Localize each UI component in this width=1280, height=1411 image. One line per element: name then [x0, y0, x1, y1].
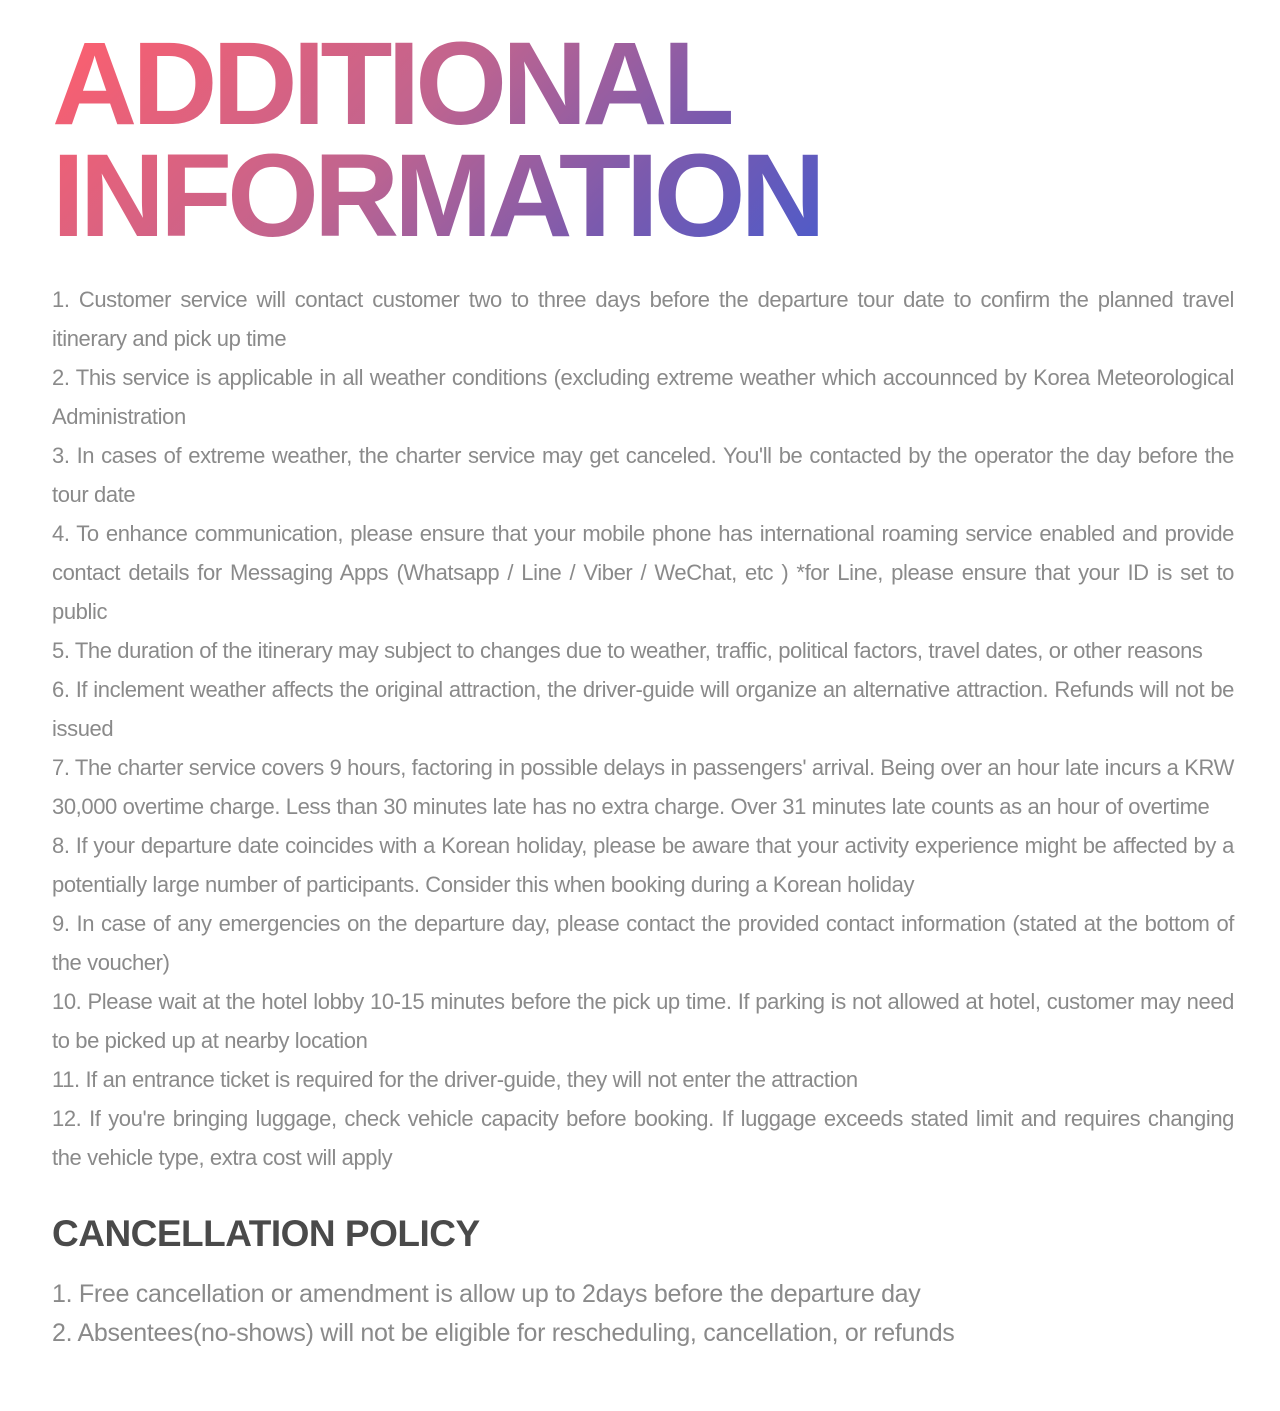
info-item: 11. If an entrance ticket is required for the driver-guide, they will not enter the attraction — [52, 1067, 858, 1092]
info-item: 5. The duration of the itinerary may subject to changes due to weather, traffic, political factors, travel dates, or other reasons — [52, 638, 1203, 663]
policy-item: 2. Absentees(no-shows) will not be eligible for rescheduling, cancellation, or refunds — [52, 1319, 955, 1347]
policy-item: 1. Free cancellation or amendment is allow up to 2days before the departure day — [52, 1280, 921, 1308]
info-item: 2. This service is applicable in all weather conditions (excluding extreme weather which accounnced by Korea Meteorological Administration — [52, 365, 1234, 429]
info-item: 1. Customer service will contact customer two to three days before the departure tour date to confirm the planned travel itinerary and pick up time — [52, 287, 1234, 351]
page-title — [52, 18, 821, 262]
page-title-line2: INFORMATION — [52, 130, 821, 262]
cancellation-policy-heading: CANCELLATION POLICY — [52, 1213, 480, 1254]
page-title-line1: ADDITIONAL — [52, 18, 730, 150]
additional-info-list — [52, 280, 1234, 1177]
info-item: 8. If your departure date coincides with a Korean holiday, please be aware that your activity experience might be affected by a potentially large number of participants. Consider this when booking during a Korean holiday — [52, 833, 1234, 897]
info-item: 6. If inclement weather affects the original attraction, the driver-guide will organize an alternative attraction. Refunds will not be issued — [52, 677, 1234, 741]
cancellation-policy-list — [52, 1275, 1234, 1353]
info-item: 9. In case of any emergencies on the departure day, please contact the provided contact information (stated at the bottom of the voucher) — [52, 911, 1234, 975]
info-item: 3. In cases of extreme weather, the charter service may get canceled. You'll be contacted by the operator the day before the tour date — [52, 443, 1234, 507]
info-item: 7. The charter service covers 9 hours, factoring in possible delays in passengers' arrival. Being over an hour late incurs a KRW 30,000 overtime charge. Less than 30 minutes late has no extra charge. Over 31 minutes late counts as an hour of overtime — [52, 755, 1234, 819]
info-item: 10. Please wait at the hotel lobby 10-15 minutes before the pick up time. If parking is not allowed at hotel, customer may need to be picked up at nearby location — [52, 989, 1234, 1053]
info-item: 12. If you're bringing luggage, check vehicle capacity before booking. If luggage exceeds stated limit and requires changing the vehicle type, extra cost will apply — [52, 1106, 1234, 1170]
page-container — [52, 18, 1234, 1353]
info-item: 4. To enhance communication, please ensure that your mobile phone has international roaming service enabled and provide contact details for Messaging Apps (Whatsapp / Line / Viber / WeChat, etc ) *for Line, please ensure that your ID is set to public — [52, 521, 1234, 624]
